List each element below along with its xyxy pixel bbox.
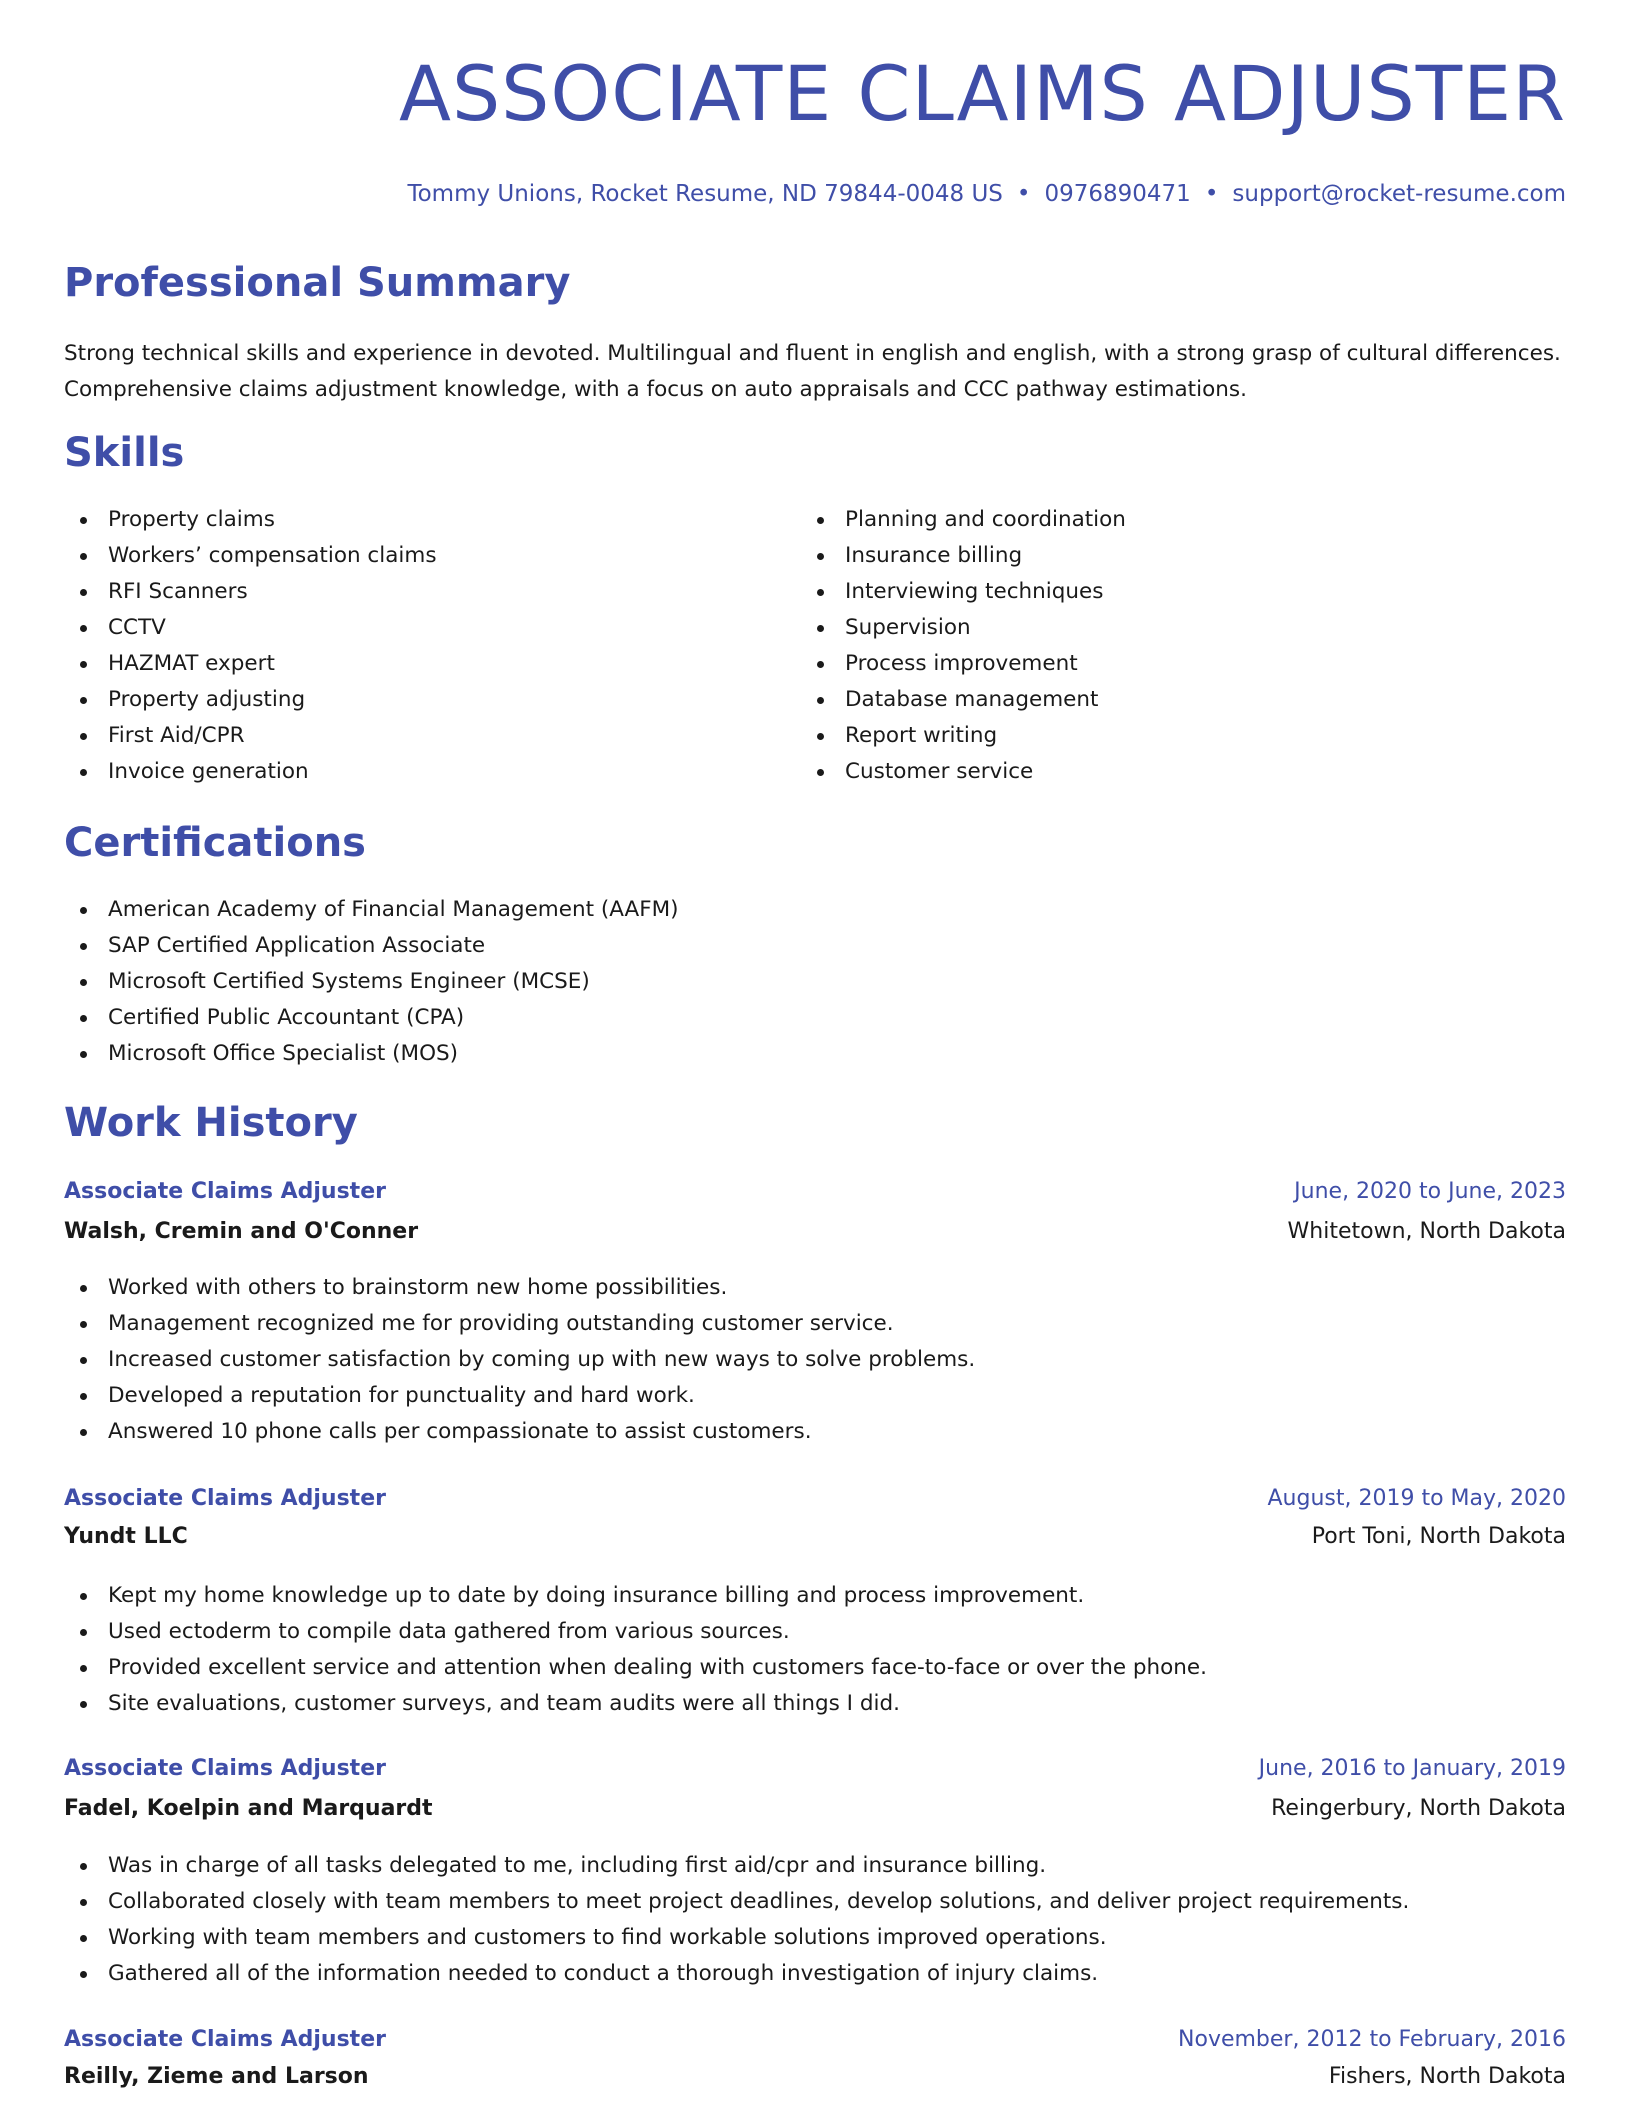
job-title: Associate Claims Adjuster [64,1756,386,1781]
skill-item: Report writing [801,718,1126,754]
job-bullet: Was in charge of all tasks delegated to me, including first aid/cpr and insurance billing. [64,1848,1409,1884]
summary-text: Strong technical skills and experience in devoted. Multilingual and fluent in english and english, with a strong grasp of cultural differences. Comprehensive claims adjustment knowledge, with a focus on auto appraisals and CCC pathway estimations. [64,341,1561,402]
skills-list-left [64,502,437,790]
skill-item: Customer service [801,754,1126,790]
job-bullet: Site evaluations, customer surveys, and team audits were all things I did. [64,1686,1207,1722]
certifications-list [64,892,679,1072]
job-subheader [64,2064,1566,2098]
work-history-heading: Work History [64,1100,358,1146]
contact-phone[interactable]: 0976890471 [1044,181,1191,207]
skill-item: Planning and coordination [801,502,1126,538]
skill-item: Invoice generation [64,754,437,790]
job-title: Associate Claims Adjuster [64,1179,386,1204]
job-bullet: Worked with others to brainstorm new home possibilities. [64,1270,975,1306]
job-location: Port Toni, North Dakota [1311,1524,1566,1549]
contact-separator: • [1204,181,1219,207]
skill-item: Supervision [801,610,1126,646]
contact-address: Tommy Unions, Rocket Resume, ND 79844-0048 US [407,181,1003,207]
job-bullet: Provided excellent service and attention when dealing with customers face-to-face or over the phone. [64,1650,1207,1686]
resume-title: ASSOCIATE CLAIMS ADJUSTER [398,49,1566,138]
job-bullets [64,1848,1409,1992]
job-header [64,1486,1566,1520]
certification-item: American Academy of Financial Management (AAFM) [64,892,679,928]
certifications-heading: Certifications [64,820,366,866]
contact-line [407,181,1566,207]
certification-item: Microsoft Certified Systems Engineer (MCSE) [64,964,679,1000]
job-bullet: Gathered all of the information needed to conduct a thorough investigation of injury claims. [64,1956,1409,1992]
job-title: Associate Claims Adjuster [64,2027,386,2052]
skill-item: First Aid/CPR [64,718,437,754]
skill-item: Insurance billing [801,538,1126,574]
job-subheader [64,1524,1566,1558]
job-dates: June, 2016 to January, 2019 [1258,1756,1566,1781]
job-dates: November, 2012 to February, 2016 [1178,2027,1566,2052]
job-company: Reilly, Zieme and Larson [64,2064,369,2089]
skill-item: Property claims [64,502,437,538]
job-dates: June, 2020 to June, 2023 [1294,1179,1566,1204]
skill-item: Process improvement [801,646,1126,682]
job-bullet: Answered 10 phone calls per compassionate to assist customers. [64,1414,975,1450]
job-bullet: Developed a reputation for punctuality and hard work. [64,1378,975,1414]
job-dates: August, 2019 to May, 2020 [1267,1486,1566,1511]
certification-item: Microsoft Office Specialist (MOS) [64,1036,679,1072]
skill-item: Workers’ compensation claims [64,538,437,574]
job-location: Fishers, North Dakota [1328,2064,1566,2089]
job-bullet: Increased customer satisfaction by coming up with new ways to solve problems. [64,1342,975,1378]
skills-heading: Skills [64,430,185,476]
job-location: Whitetown, North Dakota [1287,1219,1566,1244]
job-bullet: Collaborated closely with team members to meet project deadlines, develop solutions, and deliver project requirements. [64,1884,1409,1920]
skill-item: Property adjusting [64,682,437,718]
job-company: Yundt LLC [64,1524,188,1549]
job-bullets [64,1270,975,1450]
skill-item: RFI Scanners [64,574,437,610]
job-header [64,1179,1566,1213]
job-header [64,2027,1566,2061]
job-header [64,1756,1566,1790]
job-title: Associate Claims Adjuster [64,1486,386,1511]
certification-item: SAP Certified Application Associate [64,928,679,964]
job-bullet: Used ectoderm to compile data gathered from various sources. [64,1614,1207,1650]
job-bullet: Kept my home knowledge up to date by doing insurance billing and process improvement. [64,1578,1207,1614]
job-subheader [64,1219,1566,1253]
certification-item: Certified Public Accountant (CPA) [64,1000,679,1036]
skill-item: HAZMAT expert [64,646,437,682]
contact-separator: • [1016,181,1031,207]
contact-email[interactable]: support@rocket-resume.com [1232,181,1566,207]
job-company: Walsh, Cremin and O'Conner [64,1219,419,1244]
job-bullet: Management recognized me for providing outstanding customer service. [64,1306,975,1342]
summary-heading: Professional Summary [64,260,571,306]
resume-page [64,0,1566,2112]
job-subheader [64,1796,1566,1830]
skill-item: CCTV [64,610,437,646]
skill-item: Interviewing techniques [801,574,1126,610]
skills-list-right [801,502,1126,790]
job-bullets [64,1578,1207,1722]
job-bullet: Working with team members and customers to find workable solutions improved operations. [64,1920,1409,1956]
job-company: Fadel, Koelpin and Marquardt [64,1796,433,1821]
skill-item: Database management [801,682,1126,718]
job-location: Reingerbury, North Dakota [1271,1796,1566,1821]
